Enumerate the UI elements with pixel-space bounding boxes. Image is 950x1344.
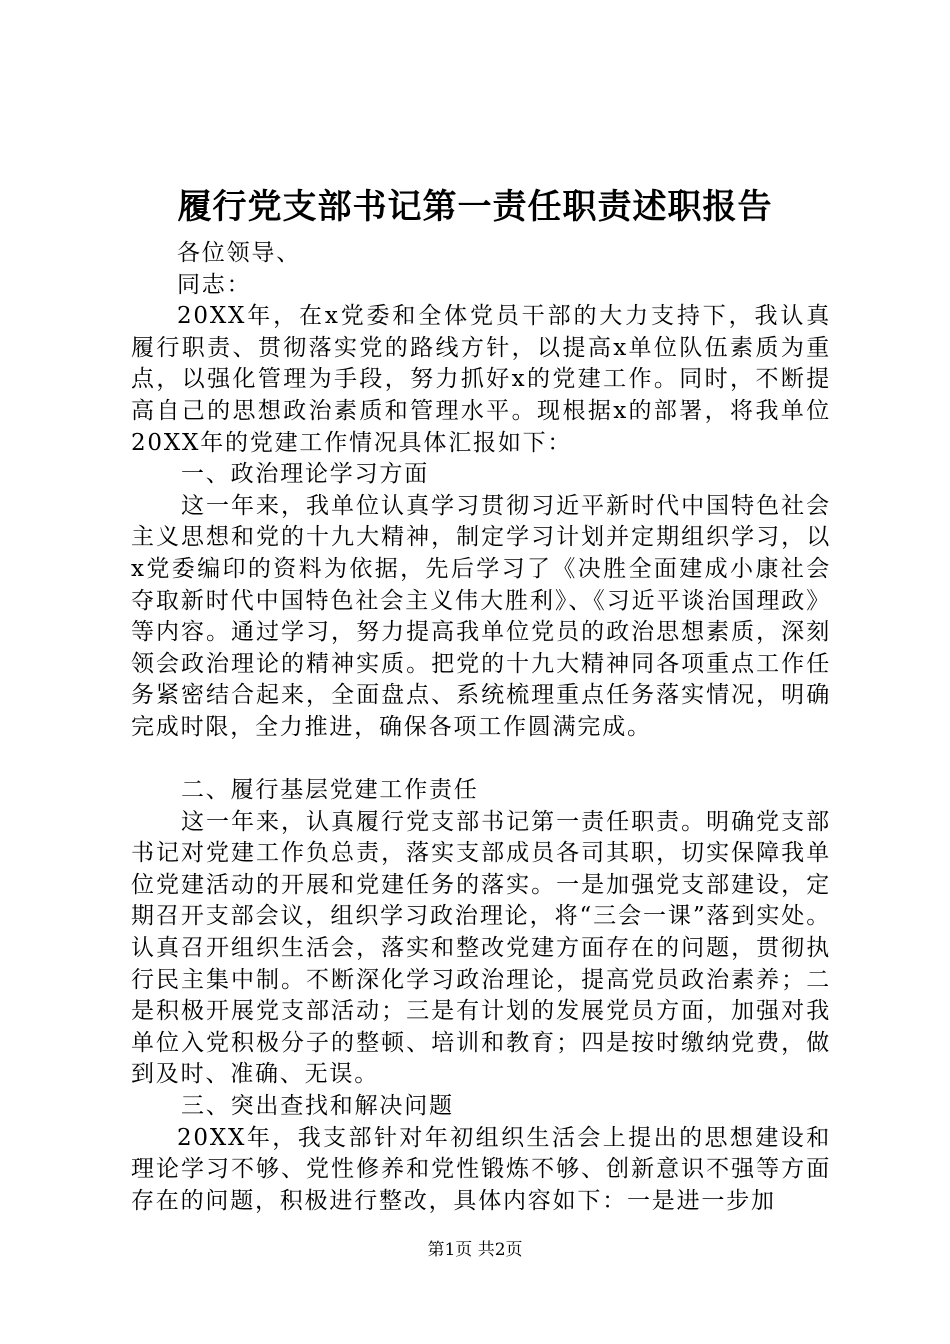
salutation-line-1: 各位领导、 (177, 240, 301, 266)
section-3-heading: 三、突出查找和解决问题 (181, 1093, 454, 1120)
section-3-paragraph: 20XX年，我支部针对年初组织生活会上提出的思想建设和理论学习不够、党性修养和党性锻炼不够、创新意识不强等方面存在的问题，积极进行整改，具体内容如下：一是进一步加 (131, 1124, 831, 1214)
section-1-heading: 一、政治理论学习方面 (181, 461, 429, 488)
section-2-heading: 二、履行基层党建工作责任 (181, 777, 479, 804)
paragraph-spacer (131, 744, 831, 776)
section-2-paragraph: 这一年来，认真履行党支部书记第一责任职责。明确党支部书记对党建工作负总责，落实支部成员各司其职，切实保障我单位党建活动的开展和党建任务的落实。一是加强党支部建设，定期召开支部会议，组织学习政治理论，将“三会一课”落到实处。认真召开组织生活会，落实和整改党建方面存在的问题，贯彻执行民主集中制。不断深化学习政治理论，提高党员政治素养；二是积极开展党支部活动；三是有计划的发展党员方面，加强对我单位入党积极分子的整顿、培训和教育；四是按时缴纳党费，做到及时、准确、无误。 (131, 808, 831, 1088)
salutation-line-2: 同志： (177, 271, 252, 298)
section-1-paragraph: 这一年来，我单位认真学习贯彻习近平新时代中国特色社会主义思想和党的十九大精神，制定学习计划并定期组织学习，以x党委编印的资料为依据，先后学习了《决胜全面建成小康社会夺取新时代中国特色社会主义伟大胜利》、《习近平谈治国理政》等内容。通过学习，努力提高我单位党员的政治思想素质，深刻领会政治理论的精神实质。把党的十九大精神同各项重点工作任务紧密结合起来，全面盘点、系统梳理重点任务落实情况，明确完成时限，全力推进，确保各项工作圆满完成。 (131, 492, 831, 740)
page-number-footer: 第1页 共2页 (427, 1240, 523, 1260)
document-title: 履行党支部书记第一责任职责述职报告 (177, 187, 773, 227)
document-body (131, 238, 831, 1217)
intro-paragraph: 20XX年，在x党委和全体党员干部的大力支持下，我认真履行职责、贯彻落实党的路线方针，以提高x单位队伍素质为重点，以强化管理为手段，努力抓好x的党建工作。同时，不断提高自己的思想政治素质和管理水平。现根据x的部署，将我单位20XX年的党建工作情况具体汇报如下： (131, 303, 831, 456)
